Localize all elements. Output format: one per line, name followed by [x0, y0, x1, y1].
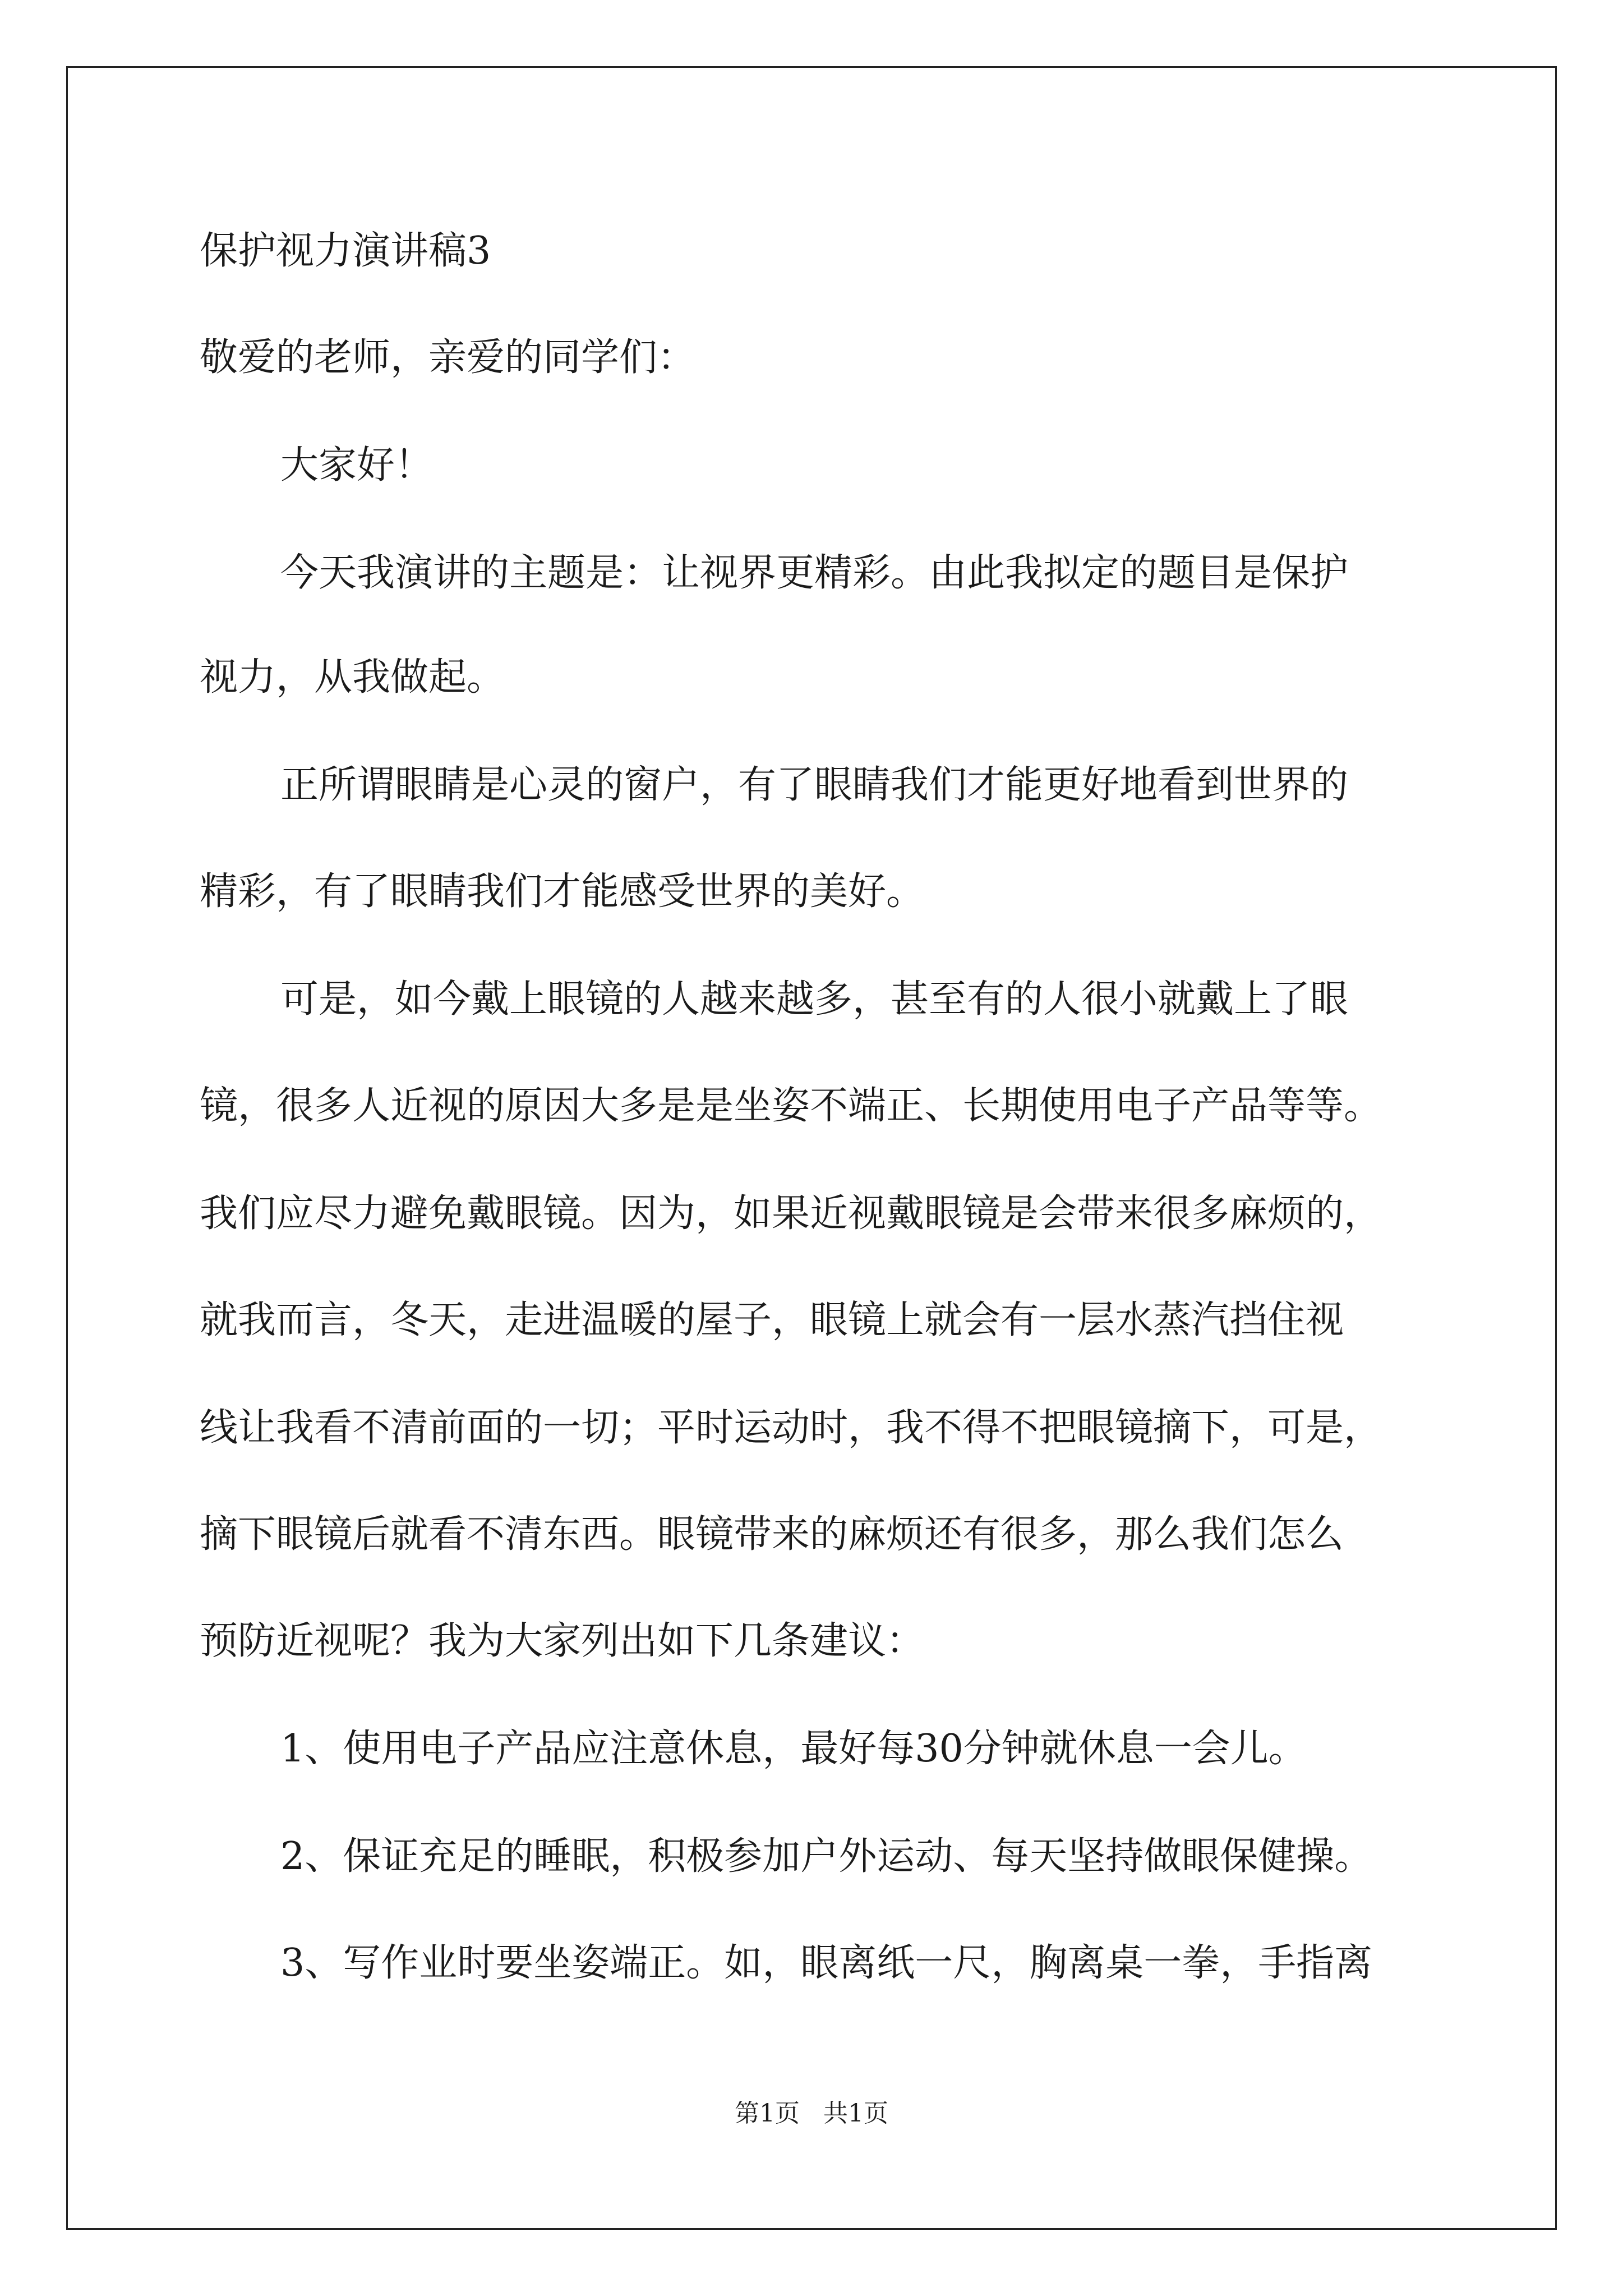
- text-line-10: 线让我看不清前面的一切；平时运动时，我不得不把眼镜摘下，可是，: [200, 1406, 1382, 1450]
- text-line-15: 3、写作业时要坐姿端正。如，眼离纸一尺，胸离桌一拳，手指离: [280, 1941, 1373, 1985]
- text-line-9: 就我而言，冬天，走进温暖的屋子，眼镜上就会有一层水蒸汽挡住视: [200, 1298, 1344, 1342]
- document-title: 保护视力演讲稿3: [200, 229, 491, 273]
- text-line-13: 1、使用电子产品应注意休息，最好每30分钟就休息一会儿。: [280, 1727, 1307, 1771]
- text-line-4: 正所谓眼睛是心灵的窗户，有了眼睛我们才能更好地看到世界的: [280, 763, 1349, 807]
- text-line-1: 大家好！: [280, 443, 434, 487]
- text-line-11: 摘下眼镜后就看不清东西。眼镜带来的麻烦还有很多，那么我们怎么: [200, 1512, 1344, 1557]
- page-footer: 第1页 共1页: [735, 2099, 888, 2128]
- text-line-7: 镜，很多人近视的原因大多是是坐姿不端正、长期使用电子产品等等。: [200, 1084, 1382, 1128]
- page-border: [66, 66, 1557, 2230]
- text-line-6: 可是，如今戴上眼镜的人越来越多，甚至有的人很小就戴上了眼: [280, 977, 1349, 1022]
- text-line-12: 预防近视呢？我为大家列出如下几条建议：: [200, 1619, 925, 1663]
- text-line-3: 视力，从我做起。: [200, 655, 505, 700]
- text-line-5: 精彩，有了眼睛我们才能感受世界的美好。: [200, 869, 925, 914]
- text-line-2: 今天我演讲的主题是：让视界更精彩。由此我拟定的题目是保护: [280, 551, 1349, 595]
- text-line-8: 我们应尽力避免戴眼镜。因为，如果近视戴眼镜是会带来很多麻烦的，: [200, 1191, 1382, 1236]
- text-line-14: 2、保证充足的睡眠，积极参加户外运动、每天坚持做眼保健操。: [280, 1834, 1373, 1879]
- greeting-line: 敬爱的老师，亲爱的同学们：: [200, 335, 696, 380]
